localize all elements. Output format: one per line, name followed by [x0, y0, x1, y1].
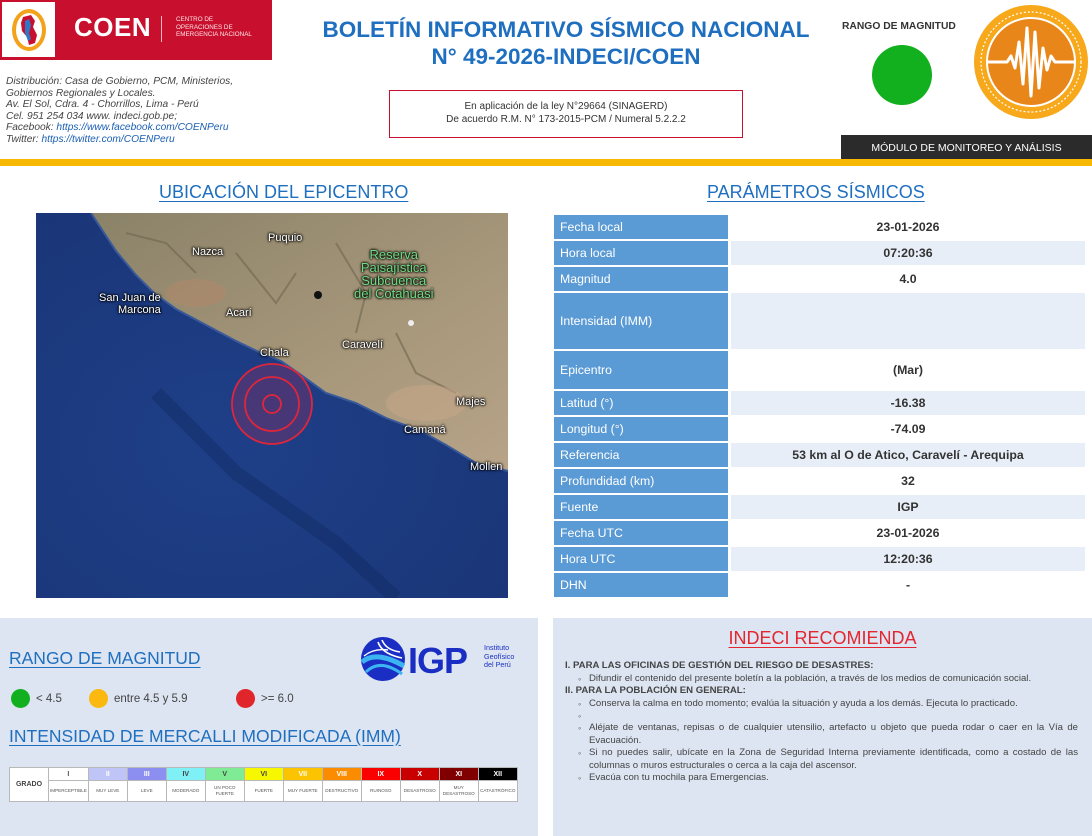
- seismic-params-table: [554, 213, 1085, 599]
- imm-degree: VII: [283, 768, 322, 781]
- table-row: [554, 443, 1085, 467]
- imm-degree: II: [88, 768, 127, 781]
- imm-description: DESTRUCTIVO: [322, 781, 361, 802]
- green-dot-icon: [11, 689, 30, 708]
- param-value: -16.38: [731, 391, 1085, 415]
- imm-scale-table: [9, 767, 518, 802]
- section-1-heading: I. PARA LAS OFICINAS DE GESTIÓN DEL RIESGO DE DESASTRES:: [565, 660, 874, 671]
- map-label-camana: Camaná: [404, 424, 446, 436]
- map-label-nazca: Nazca: [192, 246, 224, 258]
- param-label: Hora local: [554, 241, 731, 265]
- map-label-mollendo: Mollen: [470, 461, 503, 473]
- seismograph-icon: [973, 4, 1089, 120]
- imm-degree: III: [127, 768, 166, 781]
- map-label-reserva-cotahuasi: Reserva Paisajística Subcuenca del Cotahuasi: [354, 247, 434, 301]
- param-value: 4.0: [731, 267, 1085, 291]
- header-divider: [0, 159, 1092, 166]
- epicenter-section-title: UBICACIÓN DEL EPICENTRO: [159, 182, 409, 202]
- param-label: Fecha UTC: [554, 521, 731, 545]
- param-label: Latitud (°): [554, 391, 731, 415]
- param-value: 53 km al O de Atico, Caravelí - Arequipa: [731, 443, 1085, 467]
- imm-title: INTENSIDAD DE MERCALLI MODIFICADA (IMM): [9, 726, 401, 746]
- table-row: [554, 521, 1085, 545]
- table-row: [554, 495, 1085, 519]
- param-value: (Mar): [731, 351, 1085, 389]
- list-item: ◦ Conserva la calma en todo momento; evalúa la situación y ayuda a los demás. Ejecuta lo practicado.: [578, 698, 1078, 711]
- magnitude-range-label: RANGO DE MAGNITUD: [842, 21, 956, 32]
- red-dot-icon: [236, 689, 255, 708]
- map-terrain: [36, 213, 508, 598]
- table-row: [554, 293, 1085, 349]
- distribution-info: Distribución: Casa de Gobierno, PCM, Ministerios, Gobiernos Regionales y Locales. Av. El Sol, Cdra. 4 - Chorrillos, Lima - Perú Cel. 951 254 034 www. indeci.gob.pe; Facebook: https://www.facebook.com/COENPeru Twitter: https://twitter.com/COENPeru: [6, 76, 234, 145]
- magnitude-range-title: RANGO DE MAGNITUD: [9, 648, 201, 668]
- imm-degree: IX: [361, 768, 400, 781]
- legend-item-low: < 4.5: [11, 689, 62, 708]
- section-1-list: [565, 673, 1078, 686]
- section-2-heading: II. PARA LA POBLACIÓN EN GENERAL:: [565, 685, 746, 696]
- imm-description: MODERADO: [166, 781, 205, 802]
- table-row: [554, 241, 1085, 265]
- param-value: [731, 293, 1085, 349]
- imm-degree: VIII: [322, 768, 361, 781]
- list-item: ◦ Aléjate de ventanas, repisas o de cualquier utensilio, artefacto u objeto que pueda rodar o caer en la Vía de Evacuación.: [578, 722, 1078, 747]
- coen-title: COEN: [74, 12, 152, 42]
- coen-banner: [0, 0, 272, 60]
- list-item: ◦ Evacúa con tu mochila para Emergencias.: [578, 772, 1078, 785]
- imm-degree: VI: [244, 768, 283, 781]
- imm-degree: XII: [478, 768, 517, 781]
- imm-description: IMPERCEPTIBLE: [49, 781, 89, 802]
- recommendations-body: [565, 660, 1078, 785]
- param-value: 23-01-2026: [731, 521, 1085, 545]
- param-label: Hora UTC: [554, 547, 731, 571]
- table-row: [554, 351, 1085, 389]
- igp-logo: [360, 636, 520, 686]
- magnitude-indicator-dot: [872, 45, 932, 105]
- divider: [161, 16, 162, 42]
- recommendations-title: INDECI RECOMIENDA: [728, 628, 917, 648]
- param-label: Longitud (°): [554, 417, 731, 441]
- map-label-chala: Chala: [260, 347, 289, 359]
- list-item: ◦ Difundir el contenido del presente boletín a la población, a través de los medios de comunicación social.: [578, 673, 1078, 686]
- section-2-list: [565, 698, 1078, 785]
- spacer: [578, 710, 1078, 722]
- param-value: 32: [731, 469, 1085, 493]
- param-label: Epicentro: [554, 351, 731, 389]
- imm-degree: I: [49, 768, 89, 781]
- igp-text: IGP: [408, 640, 468, 681]
- epicenter-map[interactable]: [36, 213, 508, 598]
- map-label-majes: Majes: [456, 396, 486, 408]
- imm-description: DESASTROSO: [400, 781, 439, 802]
- recommendations-panel: [553, 618, 1092, 836]
- params-section-title: PARÁMETROS SÍSMICOS: [707, 182, 925, 202]
- table-row: [554, 469, 1085, 493]
- param-label: Magnitud: [554, 267, 731, 291]
- peru-shield-logo: [2, 2, 55, 57]
- magnitude-legend-panel: [0, 618, 538, 836]
- param-value: 12:20:36: [731, 547, 1085, 571]
- param-value: 23-01-2026: [731, 215, 1085, 239]
- law-reference-box: En aplicación de la ley N°29664 (SINAGERD) De acuerdo R.M. N° 173-2015-PCM / Numeral 5.2.2.2: [389, 90, 743, 138]
- table-row: [554, 267, 1085, 291]
- param-value: -74.09: [731, 417, 1085, 441]
- coen-subtitle: CENTRO DE OPERACIONES DE EMERGENCIA NACIONAL: [176, 16, 252, 38]
- table-row: [554, 573, 1085, 597]
- imm-description: LEVE: [127, 781, 166, 802]
- map-label-acari: Acarí: [226, 307, 252, 319]
- facebook-link[interactable]: https://www.facebook.com/COENPeru: [56, 122, 229, 134]
- map-label-caraveli: Caravelí: [342, 339, 383, 351]
- shield-icon: [9, 7, 49, 53]
- param-value: IGP: [731, 495, 1085, 519]
- grado-label: GRADO: [10, 768, 49, 802]
- param-label: Referencia: [554, 443, 731, 467]
- param-label: Profundidad (km): [554, 469, 731, 493]
- imm-description: RUINOSO: [361, 781, 400, 802]
- table-row: [554, 215, 1085, 239]
- param-label: Fuente: [554, 495, 731, 519]
- imm-degree: X: [400, 768, 439, 781]
- map-label-puquio: Puquio: [268, 232, 303, 244]
- imm-description: MUY FUERTE: [283, 781, 322, 802]
- imm-degree: IV: [166, 768, 205, 781]
- param-label: Fecha local: [554, 215, 731, 239]
- map-label-san-juan: San Juan de Marcona: [99, 292, 161, 316]
- monitoring-module-bar: MÓDULO DE MONITOREO Y ANÁLISIS: [841, 135, 1092, 159]
- imm-degree: XI: [439, 768, 478, 781]
- legend-item-high: >= 6.0: [236, 689, 294, 708]
- imm-description: MUY DESASTROSO: [439, 781, 478, 802]
- list-item: ◦ Si no puedes salir, ubícate en la Zona de Seguridad Interna previamente identificada, como a costado de las columnas o muros estructurales o cerca a la caja del ascensor.: [578, 747, 1078, 772]
- table-row: [554, 547, 1085, 571]
- param-value: 07:20:36: [731, 241, 1085, 265]
- igp-subtitle: Instituto Geofísico del Perú: [484, 643, 515, 669]
- param-label: Intensidad (IMM): [554, 293, 731, 349]
- imm-description: UN POCO FUERTE: [205, 781, 244, 802]
- igp-globe-icon: [360, 636, 406, 682]
- table-row: [554, 391, 1085, 415]
- seismograph-logo: [973, 4, 1089, 120]
- param-value: -: [731, 573, 1085, 597]
- imm-description: MUY LEVE: [88, 781, 127, 802]
- imm-description: CATASTRÓFICO: [478, 781, 517, 802]
- imm-degree: V: [205, 768, 244, 781]
- param-label: DHN: [554, 573, 731, 597]
- imm-description: FUERTE: [244, 781, 283, 802]
- bulletin-title: BOLETÍN INFORMATIVO SÍSMICO NACIONAL N° 49-2026-INDECI/COEN: [322, 17, 810, 69]
- yellow-dot-icon: [89, 689, 108, 708]
- table-row: [554, 417, 1085, 441]
- twitter-link[interactable]: https://twitter.com/COENPeru: [41, 133, 175, 145]
- legend-item-medium: entre 4.5 y 5.9: [89, 689, 188, 708]
